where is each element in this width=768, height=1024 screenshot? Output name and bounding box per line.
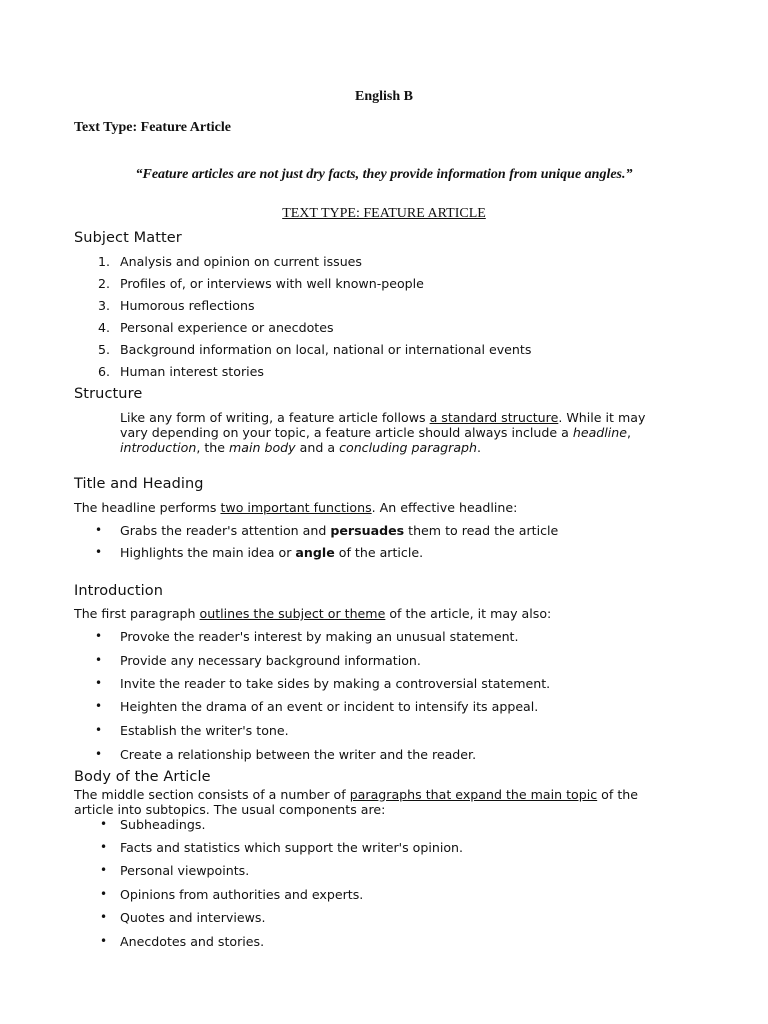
- list-item: Personal experience or anecdotes: [120, 320, 334, 335]
- body-intro-line-1: [74, 787, 638, 802]
- text: , the: [196, 440, 230, 455]
- bullet-icon: •: [100, 887, 108, 901]
- list-item: Opinions from authorities and experts.: [120, 887, 364, 902]
- section-title-body-of-the-article: Body of the Article: [74, 769, 211, 785]
- list-item: Background information on local, national or international events: [120, 342, 532, 357]
- text: . While it may: [558, 410, 646, 425]
- text: of the article, it may also:: [385, 606, 552, 621]
- text: The headline performs: [74, 500, 221, 515]
- text: of the article.: [334, 545, 424, 560]
- bullet-icon: •: [100, 910, 108, 924]
- bullet-icon: •: [95, 676, 103, 690]
- bullet-icon: •: [95, 653, 103, 667]
- text: The first paragraph: [74, 606, 200, 621]
- structure-line-1: [120, 410, 645, 425]
- bold-text: angle: [295, 545, 335, 560]
- headline-intro: [74, 500, 517, 515]
- list-item: [120, 545, 423, 560]
- list-item-number: 3.: [98, 298, 111, 313]
- text: The middle section consists of a number of: [74, 787, 350, 802]
- bullet-icon: •: [95, 699, 103, 713]
- text: Like any form of writing, a feature article follows: [120, 410, 430, 425]
- bullet-icon: •: [95, 523, 103, 537]
- list-item: Create a relationship between the writer and the reader.: [120, 747, 477, 762]
- structure-line-2: [120, 425, 631, 440]
- list-item: Invite the reader to take sides by making a controversial statement.: [120, 676, 551, 691]
- text: ,: [627, 425, 632, 440]
- list-item: Analysis and opinion on current issues: [120, 254, 362, 269]
- body-intro-line-2: article into subtopics. The usual components are:: [74, 802, 386, 817]
- list-item: Provide any necessary background information.: [120, 653, 421, 668]
- underlined-text: paragraphs that expand the main topic: [349, 787, 598, 802]
- list-item: [120, 523, 558, 538]
- list-item-number: 5.: [98, 342, 111, 357]
- list-item-number: 6.: [98, 364, 111, 379]
- bullet-icon: •: [100, 934, 108, 948]
- text: . An effective headline:: [371, 500, 518, 515]
- italic-text: concluding paragraph: [339, 440, 478, 455]
- list-item: Establish the writer's tone.: [120, 723, 289, 738]
- underlined-text: a standard structure: [429, 410, 559, 425]
- list-item: Human interest stories: [120, 364, 264, 379]
- section-title-introduction: Introduction: [74, 583, 164, 599]
- list-item: Humorous reflections: [120, 298, 255, 313]
- list-item: Quotes and interviews.: [120, 910, 266, 925]
- section-title-subject-matter: Subject Matter: [74, 230, 182, 246]
- italic-text: introduction: [120, 440, 197, 455]
- main-heading-text: TEXT TYPE: FEATURE ARTICLE: [282, 206, 486, 221]
- bold-text: persuades: [330, 523, 405, 538]
- text: Grabs the reader's attention and: [120, 523, 331, 538]
- introduction-intro: [74, 606, 551, 621]
- list-item-number: 4.: [98, 320, 111, 335]
- text: of the: [597, 787, 638, 802]
- bullet-icon: •: [95, 629, 103, 643]
- text-type-line: Text Type: Feature Article: [74, 120, 231, 135]
- list-item-number: 2.: [98, 276, 111, 291]
- list-item: Anecdotes and stories.: [120, 934, 265, 949]
- list-item: Subheadings.: [120, 817, 206, 832]
- italic-text: headline: [572, 425, 628, 440]
- bullet-icon: •: [100, 840, 108, 854]
- quote: “Feature articles are not just dry facts, they provide information from unique angles.”: [135, 167, 633, 182]
- bullet-icon: •: [95, 723, 103, 737]
- underlined-text: outlines the subject or theme: [199, 606, 386, 621]
- text: Highlights the main idea or: [120, 545, 296, 560]
- list-item-number: 1.: [98, 254, 111, 269]
- main-heading: [0, 206, 768, 222]
- text: them to read the article: [404, 523, 559, 538]
- bullet-icon: •: [100, 817, 108, 831]
- structure-line-3: [120, 440, 481, 455]
- bullet-icon: •: [95, 545, 103, 559]
- italic-text: main body: [229, 440, 296, 455]
- bullet-icon: •: [100, 863, 108, 877]
- text: and a: [295, 440, 340, 455]
- bullet-icon: •: [95, 747, 103, 761]
- list-item: Provoke the reader's interest by making an unusual statement.: [120, 629, 519, 644]
- section-title-structure: Structure: [74, 386, 143, 402]
- text: .: [477, 440, 482, 455]
- list-item: Heighten the drama of an event or incident to intensify its appeal.: [120, 699, 539, 714]
- course-title: English B: [355, 89, 413, 104]
- list-item: Profiles of, or interviews with well known-people: [120, 276, 424, 291]
- list-item: Personal viewpoints.: [120, 863, 250, 878]
- text: vary depending on your topic, a feature article should always include a: [120, 425, 573, 440]
- section-title-title-and-heading: Title and Heading: [74, 476, 204, 492]
- list-item: Facts and statistics which support the writer's opinion.: [120, 840, 464, 855]
- underlined-text: two important functions: [220, 500, 372, 515]
